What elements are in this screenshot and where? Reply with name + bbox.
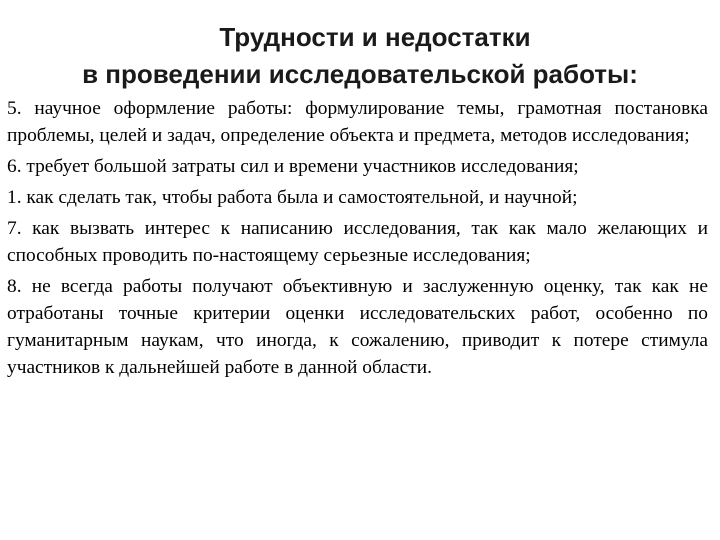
list-item: 7. как вызвать интерес к написанию исследования, так как мало желающих и способных проводить по-настоящему серьезные исследования;	[7, 217, 708, 266]
list-item: 8. не всегда работы получают объективную и заслуженную оценку, так как не отработаны точные критерии оценки исследовательских работ, особенно по гуманитарным наукам, что иногда, к сожалению, приводит к потере стимула участников к дальнейшей работе в данной области.	[7, 275, 708, 379]
title-line-2: в проведении исследовательской работы:	[82, 59, 638, 89]
title-line-1: Трудности и недостатки	[219, 22, 531, 52]
list-item: 1. как сделать так, чтобы работа была и самостоятельной, и научной;	[7, 186, 578, 208]
difficulties-list	[7, 95, 708, 385]
slide-title	[0, 19, 720, 93]
list-item: 5. научное оформление работы: формулирование темы, грамотная постановка проблемы, целей и задач, определение объекта и предмета, методов исследования;	[7, 98, 708, 147]
list-item: 6. требует большой затраты сил и времени участников исследования;	[7, 156, 579, 177]
